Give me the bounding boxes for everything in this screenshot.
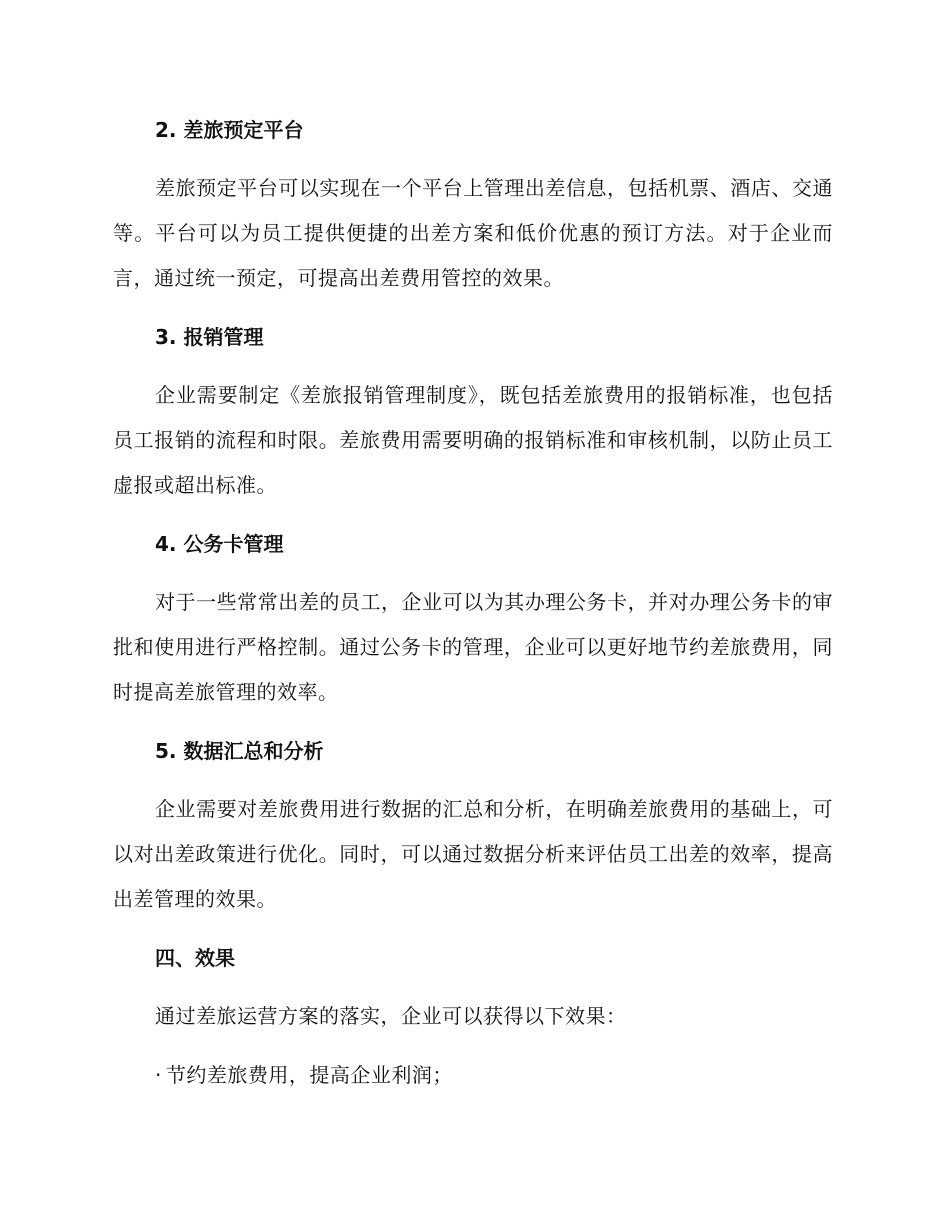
section-heading-reimbursement: 3. 报销管理 bbox=[155, 325, 264, 349]
bullet-item bbox=[113, 1053, 833, 1098]
section-heading-business-card: 4. 公务卡管理 bbox=[155, 532, 284, 556]
paragraph-reimbursement: 企业需要制定《差旅报销管理制度》，既包括差旅费用的报销标准，也包括员工报销的流程和时限。差旅费用需要明确的报销标准和审核机制，以防止员工虚报或超出标准。 bbox=[113, 383, 833, 497]
bullet-marker: · bbox=[155, 1063, 162, 1087]
document-body bbox=[113, 108, 833, 1098]
bullet-text: 节约差旅费用，提高企业利润； bbox=[165, 1063, 453, 1087]
paragraph-data-analysis: 企业需要对差旅费用进行数据的汇总和分析，在明确差旅费用的基础上，可以对出差政策进行优化。同时，可以通过数据分析来评估员工出差的效率，提高出差管理的效果。 bbox=[113, 797, 833, 911]
section-heading-booking-platform: 2. 差旅预定平台 bbox=[155, 118, 304, 142]
section-heading-data-analysis: 5. 数据汇总和分析 bbox=[155, 739, 324, 763]
paragraph-effects-intro: 通过差旅运营方案的落实，企业可以获得以下效果： bbox=[155, 1004, 627, 1028]
paragraph-business-card: 对于一些常常出差的员工，企业可以为其办理公务卡，并对办理公务卡的审批和使用进行严格控制。通过公务卡的管理，企业可以更好地节约差旅费用，同时提高差旅管理的效率。 bbox=[113, 590, 833, 704]
paragraph-booking-platform: 差旅预定平台可以实现在一个平台上管理出差信息，包括机票、酒店、交通等。平台可以为员工提供便捷的出差方案和低价优惠的预订方法。对于企业而言，通过统一预定，可提高出差费用管控的效果。 bbox=[113, 176, 833, 290]
section-heading-effects: 四、效果 bbox=[155, 946, 235, 970]
